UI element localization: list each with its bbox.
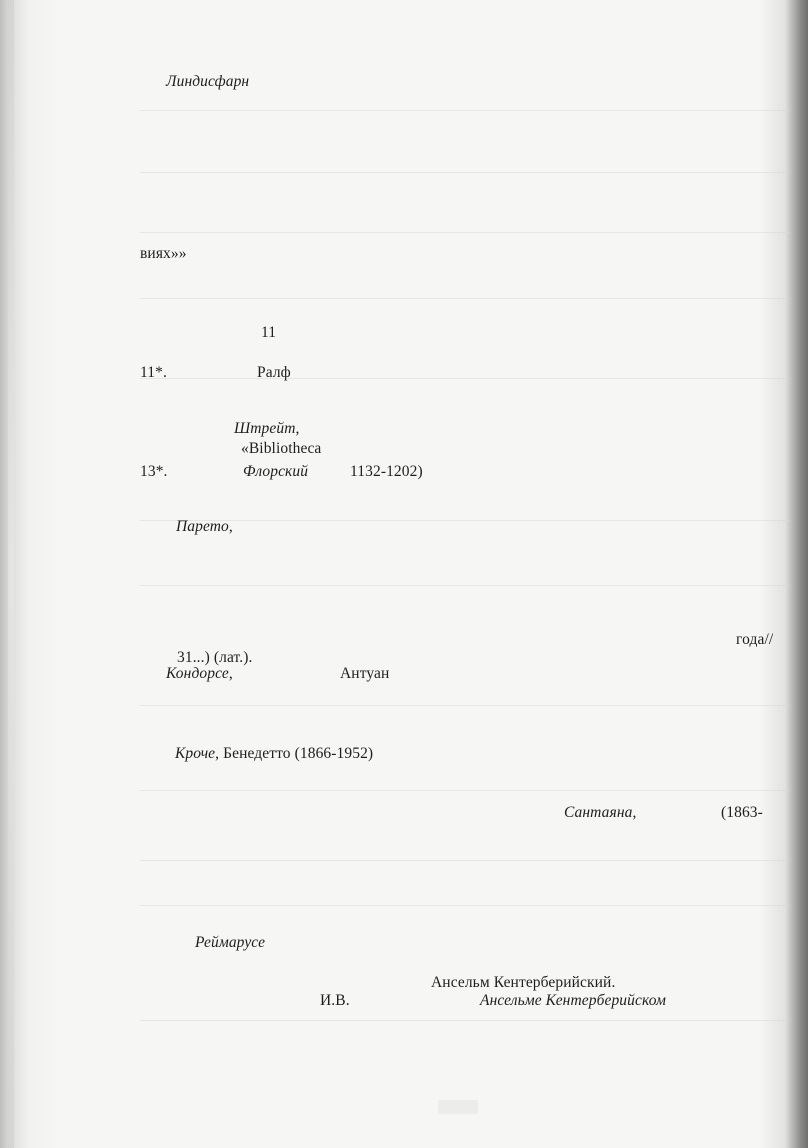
bleed-through-line (140, 298, 790, 299)
bleed-through-line (140, 1020, 790, 1021)
bleed-through-line (140, 705, 790, 706)
text-date-open: (1863- (721, 804, 763, 821)
bleed-through-line (140, 110, 790, 111)
page-number-smudge (438, 1100, 478, 1114)
text-kroche (175, 745, 373, 763)
text-antuan: Антуан (340, 665, 390, 682)
text-pareto (176, 518, 233, 536)
person-name: Кроче (175, 745, 216, 762)
note-number: 13*. (140, 463, 168, 480)
bleed-through-line (140, 905, 790, 906)
text-goda: года// (736, 631, 774, 648)
text-benedetto: , Бенедетто (1866-1952) (215, 745, 374, 762)
text-viyah: виях»» (140, 245, 187, 262)
note-number: 11 (261, 324, 277, 341)
comma: , (228, 518, 233, 535)
bleed-through-line (140, 860, 790, 861)
person-name: Сантаяна (564, 804, 633, 821)
text-anselme: Ансельме Кентерберийском (480, 992, 667, 1009)
text-dates: 1132-1202) (350, 463, 423, 480)
person-name: Кондорсе (166, 665, 229, 682)
bleed-through-line (140, 378, 790, 379)
comma: , (295, 420, 300, 437)
person-name: Парето (176, 518, 229, 535)
text-florsky: Флорский (243, 463, 309, 480)
bleed-through-line (140, 520, 790, 521)
bleed-through-line (140, 585, 790, 586)
text-ralf: Ралф (257, 364, 291, 381)
text-lat: 31...) (лат.). (177, 649, 253, 666)
comma: , (632, 804, 637, 821)
text-lindisfarn: Линдисфарн (166, 73, 250, 90)
text-kondorse (166, 665, 233, 683)
text-shtreit (234, 420, 300, 438)
bleed-through-line (140, 790, 790, 791)
comma: , (228, 665, 233, 682)
text-anselm: Ансельм Кентерберийский. (431, 974, 616, 991)
note-number: 11*. (140, 364, 167, 381)
bleed-through-line (140, 232, 790, 233)
text-santayana (564, 804, 636, 822)
person-name: Штрейт (234, 420, 296, 437)
text-reimaruse: Реймарусе (195, 934, 266, 951)
text-bibliotheca: «Bibliotheca (241, 440, 322, 457)
text-iv: И.В. (320, 992, 350, 1009)
bleed-through-line (140, 172, 790, 173)
